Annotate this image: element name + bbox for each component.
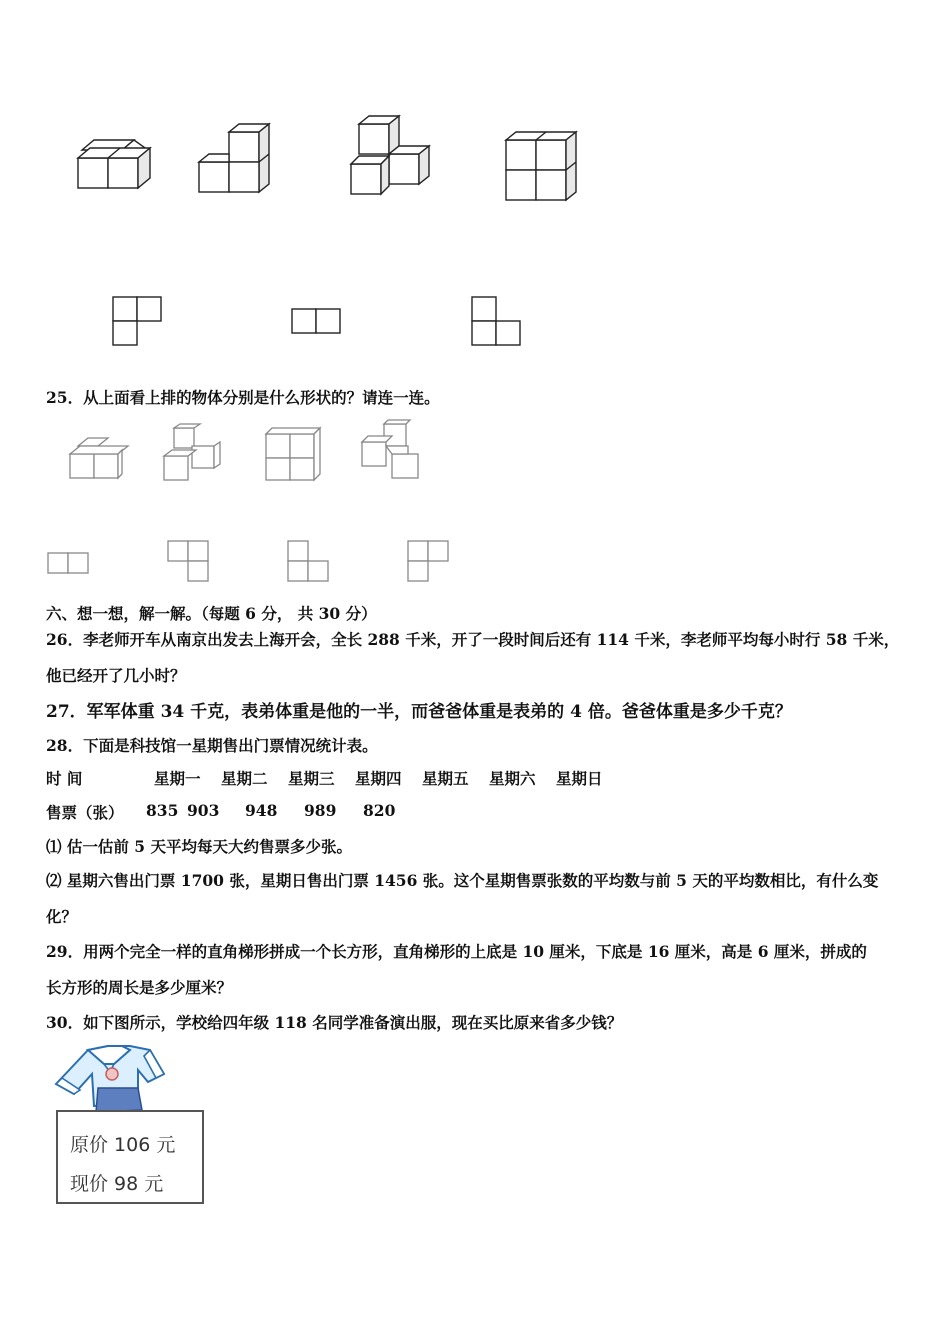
- table-row-label: 售票（张）: [46, 803, 124, 822]
- cube-figure-3: [349, 114, 433, 198]
- q25-flat-view-3: [287, 540, 331, 584]
- q25-flat-view-1: [47, 552, 91, 576]
- question-25: 25．从上面看上排的物体分别是什么形状的？请连一连。: [46, 388, 440, 407]
- question-28-intro: 28．下面是科技馆一星期售出门票情况统计表。: [46, 736, 378, 755]
- original-price: 原价 106 元: [70, 1134, 176, 1156]
- q25-flat-view-2: [167, 540, 211, 584]
- question-28-sub-2-line-1: ⑵ 星期六售出门票 1700 张，星期日售出门票 1456 张。这个星期售票张数的平均数与前 5 天的平均数相比，有什么变: [46, 871, 879, 890]
- table-header-day: 星期二: [221, 769, 268, 788]
- table-header-day: 星期三: [288, 769, 335, 788]
- flat-view-2: [291, 308, 343, 336]
- q25-cube-figure-3: [264, 426, 322, 482]
- table-cell: 989: [304, 801, 337, 820]
- cube-figure-2: [197, 122, 273, 196]
- costume-icon: [52, 1044, 168, 1114]
- table-cell: 903: [187, 801, 220, 820]
- q25-cube-figure-2: [162, 424, 224, 484]
- cube-figure-4: [504, 128, 580, 204]
- price-box: [56, 1110, 204, 1204]
- section-6-title: 六、想一想，解一解。（每题 6 分， 共 30 分）: [46, 604, 377, 623]
- table-header-time: 时 间: [46, 769, 83, 788]
- cube-figure-1: [76, 138, 152, 192]
- question-28-sub-2-line-2: 化？: [46, 907, 78, 926]
- question-26-line-2: 他已经开了几小时？: [46, 666, 186, 685]
- table-header-day: 星期六: [489, 769, 536, 788]
- question-29-line-2: 长方形的周长是多少厘米？: [46, 978, 233, 997]
- table-cell: 948: [245, 801, 278, 820]
- question-26-line-1: 26．李老师开车从南京出发去上海开会，全长 288 千米，开了一段时间后还有 114 千米，李老师平均每小时行 58 千米，: [46, 630, 900, 649]
- table-header-day: 星期一: [154, 769, 201, 788]
- flat-view-3: [471, 296, 523, 348]
- question-27: 27．军军体重 34 千克，表弟体重是他的一半，而爸爸体重是表弟的 4 倍。爸爸体重是多少千克？: [46, 702, 792, 722]
- table-header-day: 星期日: [556, 769, 603, 788]
- table-cell: 835: [146, 801, 179, 820]
- q25-flat-view-4: [407, 540, 451, 584]
- question-28-sub-1: ⑴ 估一估前 5 天平均每天大约售票多少张。: [46, 837, 352, 856]
- table-cell: 820: [363, 801, 396, 820]
- table-header-day: 星期四: [355, 769, 402, 788]
- q25-cube-figure-1: [68, 436, 124, 480]
- current-price: 现价 98 元: [70, 1173, 164, 1195]
- question-29-line-1: 29．用两个完全一样的直角梯形拼成一个长方形，直角梯形的上底是 10 厘米，下底是 16 厘米，高是 6 厘米，拼成的: [46, 942, 867, 961]
- q25-cube-figure-4: [358, 418, 424, 482]
- flat-view-1: [112, 296, 164, 348]
- question-30: 30．如下图所示，学校给四年级 118 名同学准备演出服，现在买比原来省多少钱？: [46, 1013, 623, 1032]
- table-header-day: 星期五: [422, 769, 469, 788]
